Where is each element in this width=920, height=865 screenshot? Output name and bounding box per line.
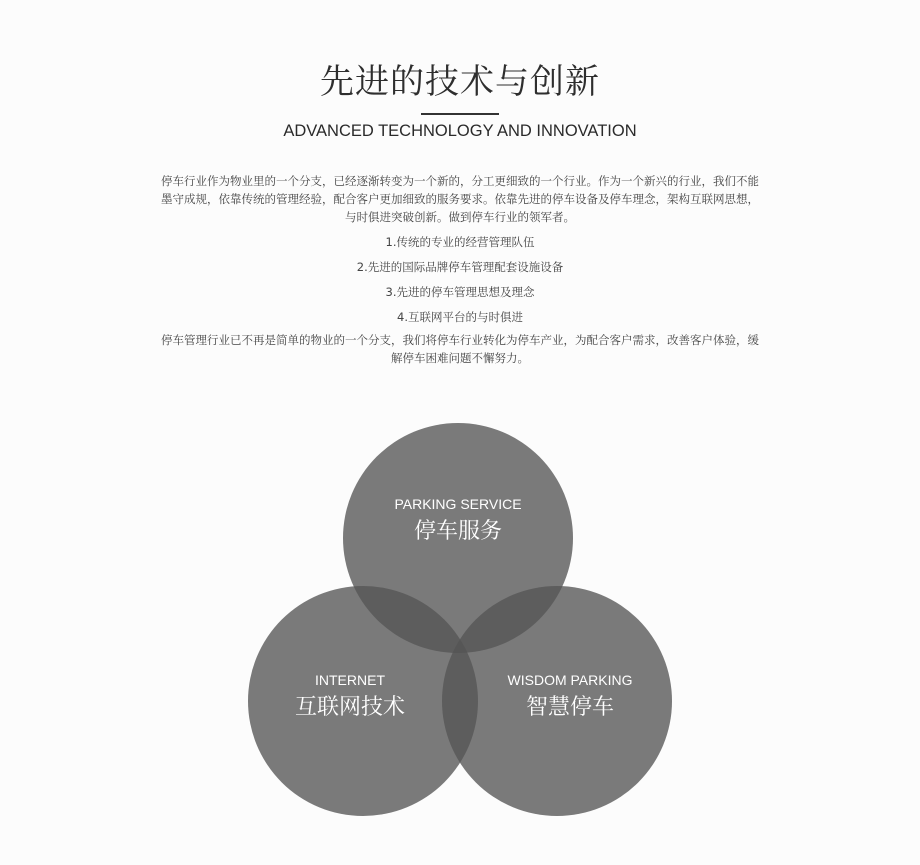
feature-item: 4.互联网平台的与时俱进 [397,310,523,324]
page-subtitle: ADVANCED TECHNOLOGY AND INNOVATION [283,122,637,140]
intro-line: 墨守成规，依靠传统的管理经验，配合客户更加细致的服务要求。依靠先进的停车设备及停车理念，架构互联网思想， [161,192,759,206]
page-title: 先进的技术与创新 [320,62,600,102]
feature-item: 1.传统的专业的经营管理队伍 [385,235,535,249]
closing-line: 停车管理行业已不再是简单的物业的一个分支，我们将停车行业转化为停车产业，为配合客户需求，改善客户体验，缓 [161,333,759,347]
feature-item: 3.先进的停车管理思想及理念 [385,285,535,299]
venn-label-parking-service [338,495,578,547]
venn-label-cn: 停车服务 [413,519,502,544]
intro-line: 停车行业作为物业里的一个分支，已经逐渐转变为一个新的，分工更细致的一个行业。作为一个新兴的行业，我们不能 [161,174,759,188]
venn-label-cn: 互联网技术 [294,695,405,720]
venn-label-en: WISDOM PARKING [507,672,633,688]
intro-line: 与时俱进突破创新。做到停车行业的领军者。 [345,210,575,224]
venn-label-en: PARKING SERVICE [394,496,522,512]
venn-label-wisdom-parking [450,671,690,723]
closing-line: 解停车困难问题不懈努力。 [391,351,529,365]
feature-item: 2.先进的国际品牌停车管理配套设施设备 [356,260,564,274]
venn-label-en: INTERNET [315,672,385,688]
venn-label-internet [230,671,470,723]
venn-label-cn: 智慧停车 [525,695,614,720]
